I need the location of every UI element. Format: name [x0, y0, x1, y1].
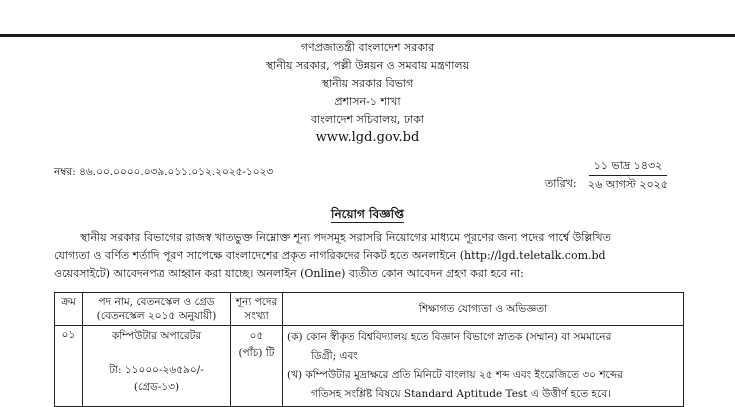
- notice-line-1: স্থানীয় সরকার বিভাগের রাজস্ব খাতভুক্ত নিম্নোক্ত শূন্য পদসমূহ সরাসরি নিয়োগের মাধ্যমে পূরণের জন্য পদের পার্শ্বে উল্লিখিত: [80, 231, 611, 244]
- website-link[interactable]: www.lgd.gov.bd: [315, 130, 420, 145]
- vacancy-words: (পাঁচ) টি: [238, 347, 275, 359]
- req-b: (খ) কম্পিউটার মুদ্রাক্ষরে প্রতি মিনিটে বাংলায় ২৫ শব্দ এবং ইংরেজিতে ৩০ শব্দের: [287, 369, 623, 381]
- notice-title: [0, 206, 735, 226]
- notice-paragraph: [54, 229, 684, 283]
- memo-number: নম্বর: ৪৬.০০.০০০০.০৩৯.০১১.০১২.২০২৫-১০২৩: [54, 166, 274, 178]
- top-background: [0, 0, 735, 35]
- ministry-title: স্থানীয় সরকার, পল্লী উন্নয়ন ও সমবায় মন্ত্রণালয়: [265, 59, 470, 72]
- division-title: স্থানীয় সরকার বিভাগ: [321, 77, 414, 90]
- header-vacancy: শূন্য পদের সংখ্যা: [231, 293, 283, 326]
- top-divider: [0, 34, 735, 37]
- notice-line-2: যোগ্যতা ও বর্ণিত শর্তাদি পূরণ সাপেক্ষে বাংলাদেশের প্রকৃত নাগরিকদের নিকট হতে অনলাইনে (http://lgd.teletalk.com.bd: [54, 249, 606, 262]
- header-qualification: শিক্ষাগত যোগ্যতা ও অভিজ্ঞতা: [283, 293, 684, 326]
- table-header-row: [55, 293, 684, 326]
- row-post: [83, 326, 231, 407]
- date-bangla: ১১ ভাদ্র ১৪৩২: [593, 159, 663, 172]
- vacancy-count: ০৫: [249, 330, 264, 342]
- secretariat-address: বাংলাদেশ সচিবালয়, ঢাকা: [310, 113, 425, 126]
- notice-title-text: নিয়োগ বিজ্ঞপ্তি: [331, 207, 404, 221]
- row-serial: ০১: [55, 326, 83, 407]
- table-row: [55, 326, 684, 407]
- row-qualification: [283, 326, 684, 407]
- date-label: তারিখ:: [545, 177, 577, 190]
- header-serial: ক্রম: [55, 293, 83, 326]
- date-english: ২৬ আগস্ট ২০২৫: [588, 178, 668, 191]
- req-b-cont: গতিসহ সংশ্লিষ্ট বিষয়ে Standard Aptitude Test এ উত্তীর্ণ হতে হবে।: [311, 388, 611, 400]
- post-name: কম্পিউটার অপারেটর: [111, 330, 202, 342]
- notice-line-3: ওয়েবসাইটে) আবেদনপত্র আহ্বান করা যাচ্ছে। অনলাইন (Online) ব্যতীত কোন আবেদন গ্রহণ করা হবে না:: [54, 267, 524, 280]
- date-divider: [589, 175, 667, 176]
- req-a: (ক) কোন স্বীকৃত বিশ্ববিদ্যালয় হতে বিজ্ঞান বিভাগে স্নাতক (সম্মান) বা সমমানের: [287, 331, 612, 343]
- date-block: [585, 158, 671, 193]
- header-post: পদ নাম, বেতনস্কেল ও গ্রেড (বেতনস্কেল ২০১৫ অনুযায়ী): [83, 293, 231, 326]
- branch-title: প্রশাসন-১ শাখা: [334, 95, 401, 108]
- req-a-cont: ডিগ্রী; এবং: [311, 350, 358, 362]
- grade: (গ্রেড-১৩): [133, 381, 180, 393]
- jobs-table: [54, 292, 684, 407]
- pay-scale: টা: ১১০০০-২৬৫৯০/-: [109, 364, 204, 376]
- row-vacancy: [231, 326, 283, 407]
- govt-title: গণপ্রজাতন্ত্রী বাংলাদেশ সরকার: [300, 41, 435, 54]
